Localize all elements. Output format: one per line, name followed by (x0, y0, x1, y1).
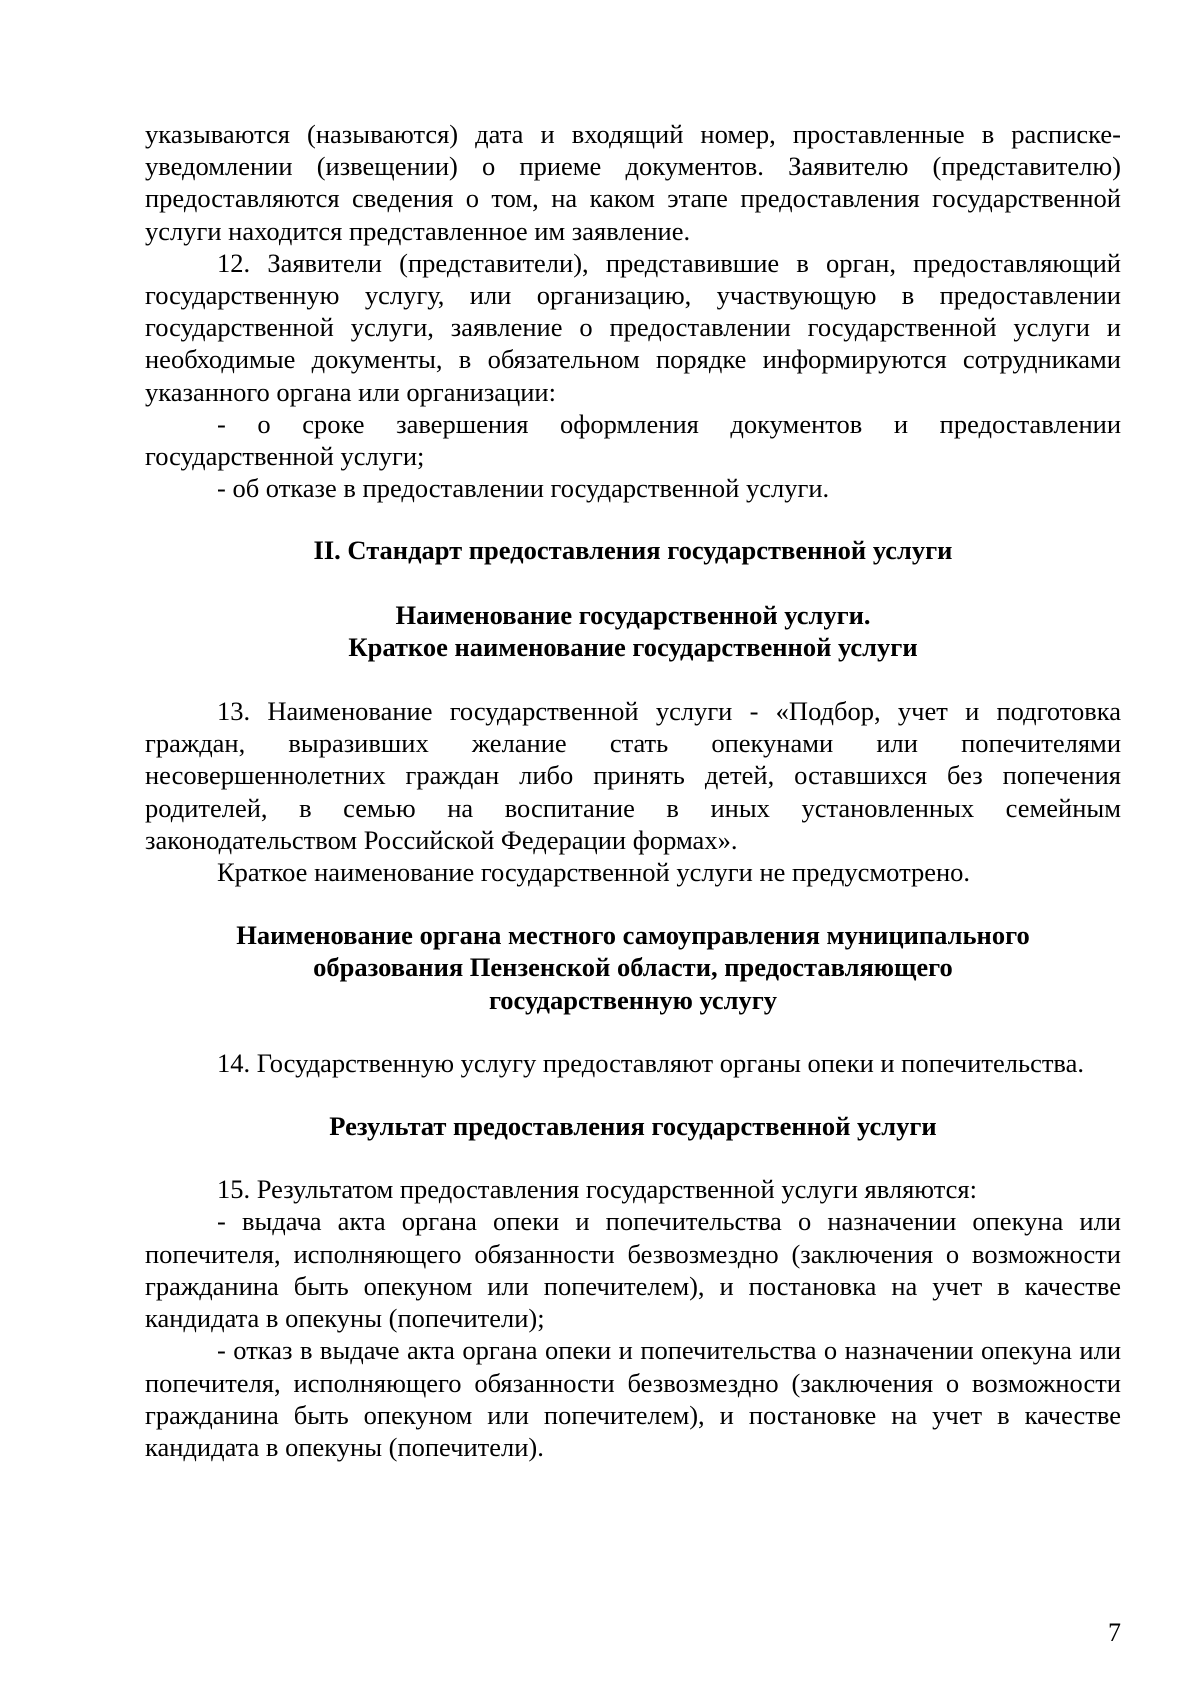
spacer (145, 888, 1121, 919)
paragraph-continuation: указываются (называются) дата и входящий номер, проставленные в расписке-уведомлении (извещении) о приеме документов. Заявителю (представителю) предоставляются сведения о том, на каком этапе предоставления государственной услуги находится представленное им заявление. (145, 119, 1121, 246)
paragraph-15-bullet-1: - выдача акта органа опеки и попечительства о назначении опекуна или попечителя, исполняющего обязанности безвозмездно (заключения о возможности гражданина быть опекуном или попечителем), и постановка на учет в качестве кандидата в опекуны (попечители); (145, 1206, 1121, 1334)
spacer (145, 567, 1121, 599)
paragraph-14: 14. Государственную услугу предоставляют органы опеки и попечительства. (217, 1047, 1084, 1078)
organ-heading-line-3: государственную услугу (488, 984, 778, 1015)
spacer (145, 663, 1121, 695)
page-number: 7 (1108, 1618, 1121, 1647)
document-page (145, 118, 1121, 1463)
paragraph-13-short-name: Краткое наименование государственной услуги не предусмотрено. (217, 857, 971, 888)
service-name-heading-line-2: Краткое наименование государственной услуги (348, 631, 918, 662)
spacer (145, 1016, 1121, 1047)
service-name-heading-line-1: Наименование государственной услуги. (395, 599, 871, 630)
spacer (145, 504, 1121, 534)
spacer (145, 1142, 1121, 1173)
section-2-heading: II. Стандарт предоставления государственной услуги (313, 535, 953, 566)
spacer (145, 1079, 1121, 1110)
organ-heading-line-2: образования Пензенской области, предоставляющего (313, 952, 953, 983)
paragraph-12: 12. Заявители (представители), представившие в орган, предоставляющий государственную услугу, или организацию, участвующую в предоставлении государственной услуги, заявление о предоставлении государственной услуги и необходимые документы, в обязательном порядке информируются сотрудниками указанного органа или организации: (145, 247, 1121, 407)
paragraph-12-bullet-1: - о сроке завершения оформления документов и предоставлении государственной услуги; (145, 408, 1121, 472)
paragraph-15-bullet-2: - отказ в выдаче акта органа опеки и попечительства о назначении опекуна или попечителя, исполняющего обязанности безвозмездно (заключения о возможности гражданина быть опекуном или попечителем), и постановке на учет в качестве кандидата в опекуны (попечители). (145, 1335, 1121, 1462)
paragraph-12-bullet-2: - об отказе в предоставлении государственной услуги. (217, 473, 830, 504)
paragraph-13: 13. Наименование государственной услуги - «Подбор, учет и подготовка граждан, выразивших желание стать опекунами или попечителями несовершеннолетних граждан либо принять детей, оставшихся без попечения родителей, в семью на воспитание в иных установленных семейным законодательством Российской Федерации формах». (145, 696, 1121, 855)
paragraph-15: 15. Результатом предоставления государственной услуги являются: (217, 1174, 977, 1205)
result-heading: Результат предоставления государственной услуги (329, 1111, 937, 1142)
organ-heading-line-1: Наименование органа местного самоуправления муниципального (236, 920, 1030, 951)
